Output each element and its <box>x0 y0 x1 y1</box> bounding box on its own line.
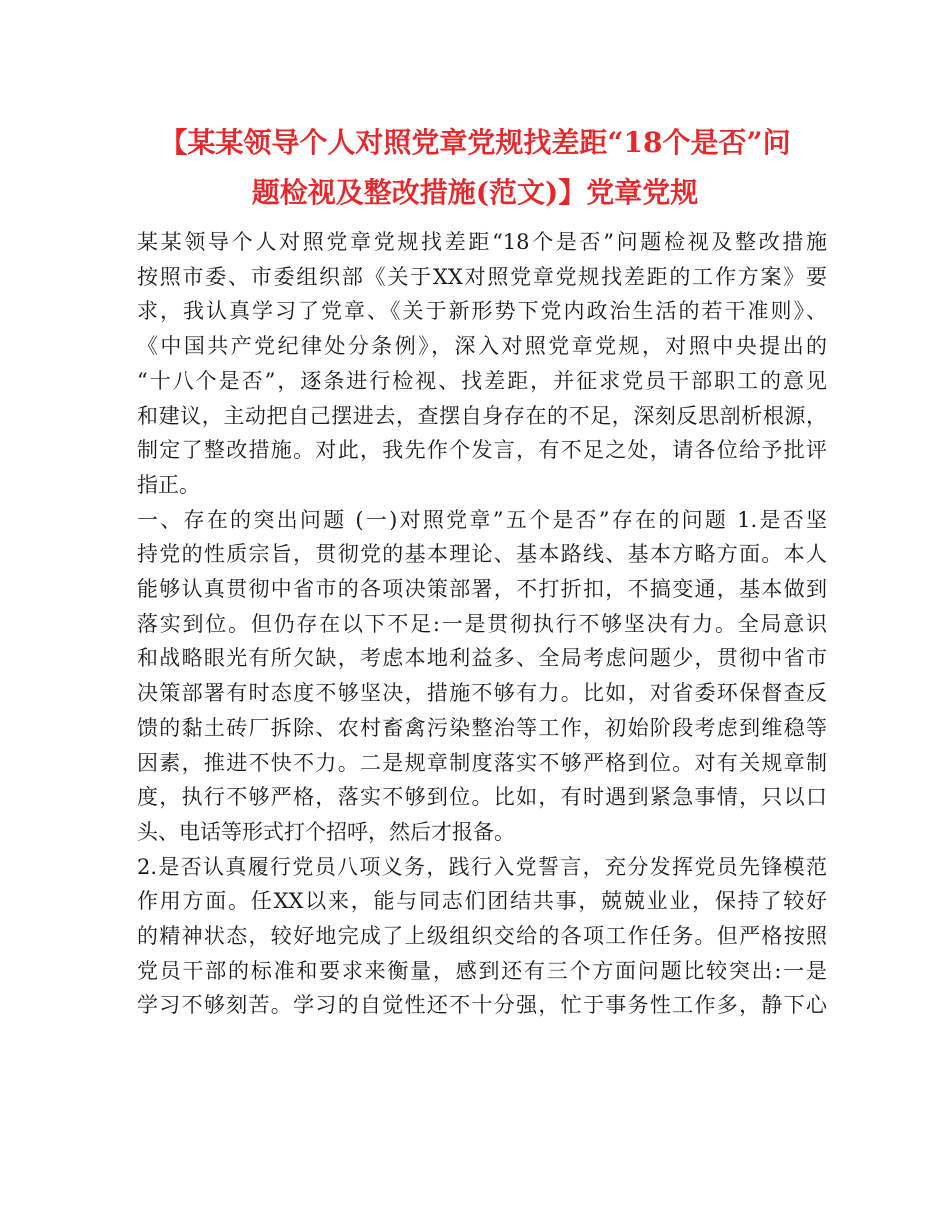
body-line: 按照市委、市委组织部《关于XX对照党章党规找差距的工作方案》要 <box>137 264 827 289</box>
body-line: 求，我认真学习了党章、《关于新形势下党内政治生活的若干准则》、 <box>137 299 827 324</box>
body-line: 和战略眼光有所欠缺，考虑本地利益多、全局考虑问题少，贯彻中省市 <box>137 646 827 671</box>
body-line: 持党的性质宗旨，贯彻党的基本理论、基本路线、基本方略方面。本人 <box>137 542 827 567</box>
document-body <box>137 225 827 1023</box>
body-line: 学习不够刻苦。学习的自觉性还不十分强，忙于事务性工作多，静下心 <box>137 993 827 1018</box>
body-line: 和建议，主动把自己摆进去，查摆自身存在的不足，深刻反思剖析根源， <box>137 403 827 428</box>
body-line: 因素，推进不快不力。二是规章制度落实不够严格到位。对有关规章制 <box>137 750 827 775</box>
body-line: 落实到位。但仍存在以下不足:一是贯彻执行不够坚决有力。全局意识 <box>137 611 827 636</box>
body-line: “十八个是否”，逐条进行检视、找差距，并征求党员干部职工的意见 <box>137 368 827 393</box>
document-title <box>100 118 850 218</box>
title-line: 题检视及整改措施(范文)】党章党规 <box>251 176 699 209</box>
body-line: 某某领导个人对照党章党规找差距“18个是否”问题检视及整改措施 <box>137 230 827 254</box>
body-line: 作用方面。任XX以来，能与同志们团结共事，兢兢业业，保持了较好 <box>137 889 827 914</box>
body-line: 决策部署有时态度不够坚决，措施不够有力。比如，对省委环保督查反 <box>137 681 827 706</box>
body-line: 党员干部的标准和要求来衡量，感到还有三个方面问题比较突出:一是 <box>137 958 827 983</box>
title-line: 【某某领导个人对照党章党规找差距“18个是否”问 <box>159 126 791 159</box>
body-line: 能够认真贯彻中省市的各项决策部署，不打折扣，不搞变通，基本做到 <box>137 577 827 602</box>
body-line: 2.是否认真履行党员八项义务，践行入党誓言，充分发挥党员先锋模范 <box>137 854 827 879</box>
body-line: 制定了整改措施。对此，我先作个发言，有不足之处，请各位给予批评 <box>137 438 827 463</box>
body-line: 一、存在的突出问题 (一)对照党章”五个是否”存在的问题 1.是否坚 <box>137 507 827 532</box>
body-line: 的精神状态，较好地完成了上级组织交给的各项工作任务。但严格按照 <box>137 924 827 949</box>
body-line: 《中国共产党纪律处分条例》，深入对照党章党规，对照中央提出的 <box>137 334 827 359</box>
body-line: 指正。 <box>137 472 200 497</box>
body-line: 头、电话等形式打个招呼，然后才报备。 <box>137 819 515 844</box>
body-line: 度，执行不够严格，落实不够到位。比如，有时遇到紧急事情，只以口 <box>137 785 827 810</box>
body-line: 馈的黏土砖厂拆除、农村畜禽污染整治等工作，初始阶段考虑到维稳等 <box>137 715 827 740</box>
